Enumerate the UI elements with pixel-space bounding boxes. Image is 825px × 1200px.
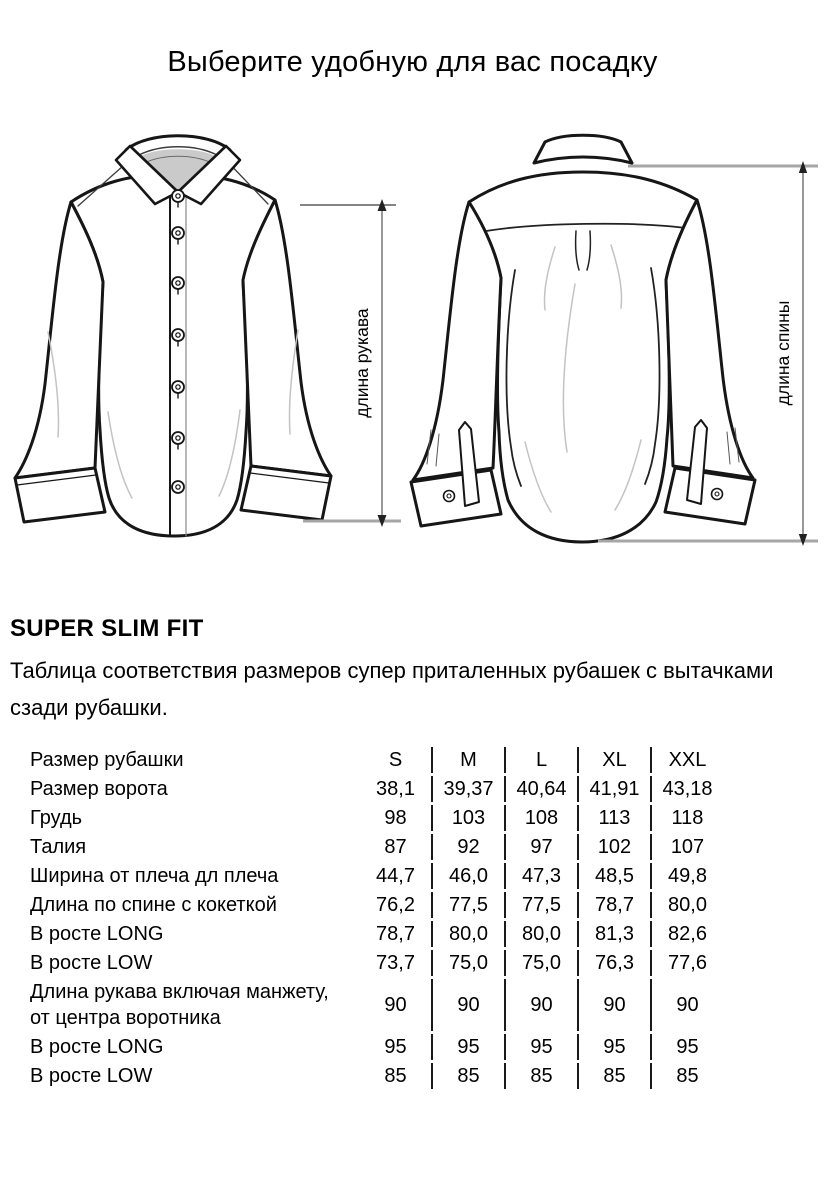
cell-value: 78,7 — [376, 922, 415, 945]
cell-value: 85 — [504, 1063, 577, 1089]
row-label: Ширина от плеча дл плеча — [30, 864, 279, 887]
cell-value: 113 — [577, 805, 650, 831]
cell-value: 90 — [577, 979, 650, 1031]
shirt-back-drawing — [411, 135, 755, 542]
cell-value: 102 — [577, 834, 650, 860]
cell-value: 44,7 — [376, 864, 415, 887]
size-table — [30, 744, 723, 1092]
cell-value: 85 — [384, 1064, 407, 1087]
cell-value: 80,0 — [504, 921, 577, 947]
size-header: L — [504, 747, 577, 773]
row-label: Длина по спине с кокеткой — [30, 893, 277, 916]
cell-value: 48,5 — [577, 863, 650, 889]
cell-value: 73,7 — [376, 951, 415, 974]
row-label: Размер ворота — [30, 777, 168, 800]
cell-value: 78,7 — [577, 892, 650, 918]
cell-value: 108 — [504, 805, 577, 831]
table-row — [30, 863, 723, 889]
cell-value: 103 — [431, 805, 504, 831]
cell-value: 80,0 — [431, 921, 504, 947]
cell-value: 90 — [650, 979, 723, 1031]
cell-value: 95 — [504, 1034, 577, 1060]
row-label — [30, 979, 360, 1031]
cell-value: 77,6 — [650, 950, 723, 976]
table-row — [30, 921, 723, 947]
size-header: S — [388, 748, 403, 771]
cell-value: 85 — [577, 1063, 650, 1089]
sleeve-length-label: длина рукава — [352, 308, 372, 418]
size-header: M — [431, 747, 504, 773]
cell-value: 75,0 — [431, 950, 504, 976]
row-label: В росте LONG — [30, 1035, 164, 1058]
row-label: В росте LOW — [30, 951, 153, 974]
back-length-label: длина спины — [773, 300, 793, 406]
cell-value: 87 — [384, 835, 407, 858]
fit-description-line: Таблица соответствия размеров супер приталенных рубашек с вытачками — [10, 658, 774, 683]
cell-value: 85 — [650, 1063, 723, 1089]
cell-value: 95 — [577, 1034, 650, 1060]
page-title: Выберите удобную для вас посадку — [167, 46, 658, 78]
cell-value: 85 — [431, 1063, 504, 1089]
row-label: В росте LOW — [30, 1064, 153, 1087]
table-row — [30, 1034, 723, 1060]
cell-value: 77,5 — [431, 892, 504, 918]
table-row — [30, 834, 723, 860]
cell-value: 38,1 — [376, 777, 415, 800]
cell-value: 95 — [650, 1034, 723, 1060]
cell-value: 90 — [504, 979, 577, 1031]
cell-value: 107 — [650, 834, 723, 860]
table-header-row — [30, 747, 723, 773]
table-row — [30, 1063, 723, 1089]
cell-value: 95 — [384, 1035, 407, 1058]
cell-value: 49,8 — [650, 863, 723, 889]
table-row — [30, 892, 723, 918]
cell-value: 75,0 — [504, 950, 577, 976]
cell-value: 98 — [384, 806, 407, 829]
fit-description-line: сзади рубашки. — [10, 695, 168, 720]
table-row — [30, 776, 723, 802]
cell-value: 92 — [431, 834, 504, 860]
cell-value: 90 — [384, 993, 407, 1016]
fit-heading: SUPER SLIM FIT — [10, 615, 204, 642]
shirt-front-drawing — [15, 136, 331, 536]
cell-value: 80,0 — [650, 892, 723, 918]
cell-value: 118 — [650, 805, 723, 831]
cell-value: 95 — [431, 1034, 504, 1060]
cell-value: 82,6 — [650, 921, 723, 947]
cell-value: 90 — [431, 979, 504, 1031]
cell-value: 43,18 — [650, 776, 723, 802]
row-label: Размер рубашки — [30, 748, 184, 771]
cell-value: 76,3 — [577, 950, 650, 976]
table-row — [30, 979, 723, 1031]
row-label-line: Длина рукава включая манжету, — [30, 981, 329, 1003]
cell-value: 40,64 — [504, 776, 577, 802]
row-label: Грудь — [30, 806, 83, 829]
table-row — [30, 805, 723, 831]
cell-value: 76,2 — [376, 893, 415, 916]
fit-description — [10, 652, 810, 726]
row-label: В росте LONG — [30, 922, 164, 945]
cell-value: 39,37 — [431, 776, 504, 802]
table-row — [30, 950, 723, 976]
size-header: XXL — [650, 747, 723, 773]
size-header: XL — [577, 747, 650, 773]
shirt-measurement-diagram — [0, 95, 825, 570]
row-label-line: от центра воротника — [30, 1007, 221, 1029]
cell-value: 77,5 — [504, 892, 577, 918]
cell-value: 41,91 — [577, 776, 650, 802]
cell-value: 46,0 — [431, 863, 504, 889]
cell-value: 97 — [504, 834, 577, 860]
cell-value: 81,3 — [577, 921, 650, 947]
row-label: Талия — [30, 835, 87, 858]
cell-value: 47,3 — [504, 863, 577, 889]
